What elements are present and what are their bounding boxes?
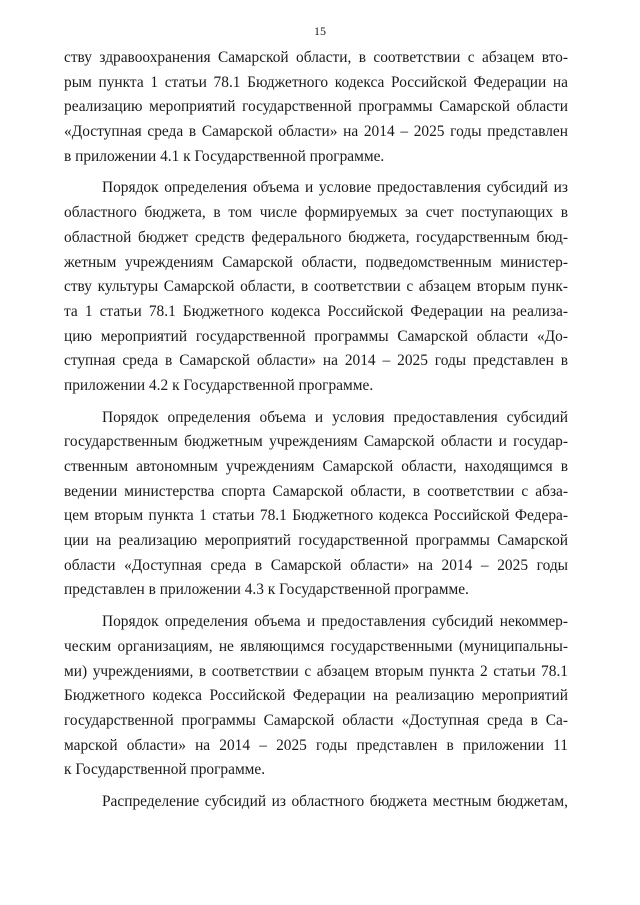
text-line: Порядок определения объема и условие предоставления субсидий из	[102, 179, 568, 197]
text-line: Порядок определения объема и предоставления субсидий некоммер-	[102, 613, 568, 631]
text-line: реализацию мероприятий государственной программы Самарской области	[64, 98, 568, 116]
text-line: государственной программы Самарской области «Доступная среда в Са-	[64, 711, 568, 729]
text-line: ственным автономным учреждениям Самарской области, находящимся в	[64, 458, 568, 475]
text-line: Распределение субсидий из областного бюджета местным бюджетам,	[102, 792, 568, 810]
text-line: к Государственной программе.	[64, 761, 266, 779]
text-line: государственным бюджетным учреждениям Самарской области и государ-	[64, 433, 568, 451]
text-line: представлен в приложении 4.3 к Государственной программе.	[64, 581, 469, 599]
text-line: ции на реализацию мероприятий государственной программы Самарской	[64, 532, 568, 550]
text-line: Порядок определения объема и условия предоставления субсидий	[102, 408, 568, 426]
text-line: области «Доступная среда в Самарской области» на 2014 – 2025 годы	[64, 556, 568, 574]
text-line: ству культуры Самарской области, в соответствии с абзацем вторым пунк-	[64, 278, 568, 296]
text-line: «Доступная среда в Самарской области» на 2014 – 2025 годы представлен	[64, 123, 568, 141]
text-line: областной бюджет средств федерального бюджета, государственным бюд-	[64, 228, 568, 246]
text-line: в приложении 4.1 к Государственной программе.	[64, 147, 385, 165]
page-number: 15	[314, 24, 326, 38]
document-body	[64, 46, 568, 815]
text-line: ческим организациям, не являющимся государственными (муниципальны-	[64, 637, 568, 655]
text-line: ступная среда в Самарской области» на 2014 – 2025 годы представлен в	[64, 352, 568, 370]
text-line: рым пункта 1 статьи 78.1 Бюджетного кодекса Российской Федерации на	[64, 73, 568, 91]
text-line: жетным учреждениям Самарской области, подведомственным министер-	[64, 253, 568, 271]
text-line: цию мероприятий государственной программы Самарской области «До-	[64, 327, 568, 345]
text-line: областного бюджета, в том числе формируемых за счет поступающих в	[64, 204, 568, 222]
text-line: марской области» на 2014 – 2025 годы представлен в приложении 11	[64, 736, 568, 754]
text-line: Бюджетного кодекса Российской Федерации на реализацию мероприятий	[64, 687, 568, 705]
text-line: ству здравоохранения Самарской области, в соответствии с абзацем вто-	[64, 49, 568, 66]
paragraph	[64, 176, 568, 398]
paragraph	[64, 790, 568, 815]
paragraph	[64, 46, 568, 169]
text-line: цем вторым пункта 1 статьи 78.1 Бюджетного кодекса Российской Федера-	[64, 507, 568, 525]
paragraph	[64, 406, 568, 604]
text-line: приложении 4.2 к Государственной программе.	[64, 376, 374, 394]
text-line: та 1 статьи 78.1 Бюджетного кодекса Российской Федерации на реализа-	[64, 302, 568, 320]
paragraph	[64, 610, 568, 783]
text-line: ми) учреждениями, в соответствии с абзацем вторым пункта 2 статьи 78.1	[64, 662, 568, 680]
text-line: ведении министерства спорта Самарской области, в соответствии с абза-	[64, 482, 568, 500]
